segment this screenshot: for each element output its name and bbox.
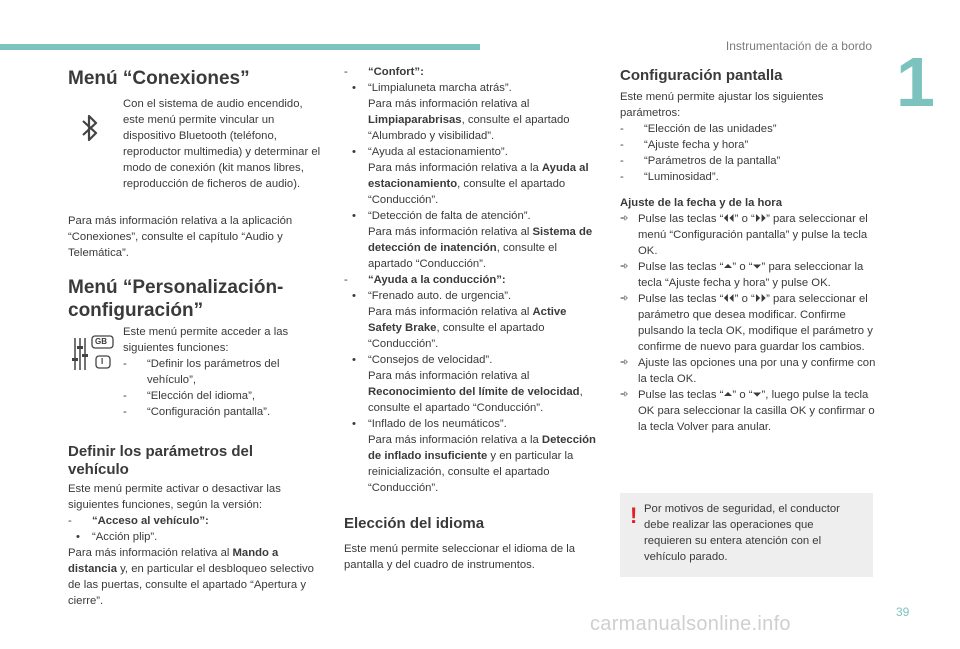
confort-item-more: Para más información relativa al Limpiaparabrisas, consulte el apartado “Alumbrado y visibilidad”. <box>368 98 570 142</box>
ajuste-step: ➾ Pulse las teclas “⏴⏴” o “⏵⏵” para seleccionar el menú “Configuración pantalla” y pulse la tecla OK. <box>620 213 868 257</box>
watermark: carmanualsonline.info <box>590 613 791 635</box>
personalizacion-block <box>123 324 323 420</box>
definir-title: Definir los parámetros del vehículo <box>68 443 254 478</box>
personalizacion-item: - “Definir los parámetros del vehículo”, <box>123 358 280 386</box>
right-column <box>620 67 876 435</box>
acceso-item: • “Acción plip”. <box>76 531 158 543</box>
idioma-text: Este menú permite seleccionar el idioma de la pantalla y del cuadro de instrumentos. <box>344 543 576 571</box>
configuracion-item: - “Ajuste fecha y hora” <box>620 139 749 151</box>
confort-item: • “Ayuda al estacionamiento”. <box>352 146 508 158</box>
chapter-number <box>894 43 935 121</box>
ajuste-step: ➾ Pulse las teclas “⏶” o “⏷” para seleccionar la tecla “Ajuste fecha y hora” y pulse OK. <box>620 261 864 289</box>
i-label: I <box>101 357 104 366</box>
definir-block <box>68 481 323 609</box>
configuracion-intro: Este menú permite ajustar los siguientes parámetros: <box>620 91 824 119</box>
header-accent-bar <box>0 44 480 50</box>
section-header: Instrumentación de a bordo <box>725 39 872 53</box>
arrow-icon: ➾ <box>620 389 629 400</box>
idioma-title: Elección del idioma <box>344 515 485 532</box>
acceso-row: - “Acceso al vehículo”: <box>68 515 209 527</box>
personalizacion-title-line2: configuración” <box>68 300 204 321</box>
personalizacion-item: - “Elección del idioma”, <box>123 390 255 402</box>
chapter-digit: 1 <box>896 43 935 121</box>
ajuste-step: ➾ Ajuste las opciones una por una y confirme con la tecla OK. <box>620 357 876 385</box>
personalizacion-title-line1: Menú “Personalización- <box>68 277 284 298</box>
configuracion-title: Configuración pantalla <box>620 67 783 84</box>
gb-label: GB <box>95 337 107 346</box>
arrow-icon: ➾ <box>620 213 629 224</box>
ayuda-item: • “Inflado de los neumáticos”. <box>352 418 507 430</box>
ayuda-item-more: Para más información relativa a la Detección de inflado insuficiente y en particular la reinicialización, consulte el apartado “Conducción”. <box>368 434 596 494</box>
definir-text: Este menú permite activar o desactivar las siguientes funciones, según la versión: <box>68 483 281 511</box>
confort-item-more: Para más información relativa al Sistema de detección de inatención, consulte el apartado “Conducción”. <box>368 226 593 270</box>
confort-item: • “Limpialuneta marcha atrás”. <box>352 82 512 94</box>
ajuste-step: ➾ Pulse las teclas “⏶” o “⏷”, luego pulse la tecla OK para seleccionar la casilla OK y confirmar o la tecla Volver para anular. <box>620 389 875 433</box>
ayuda-item-more: Para más información relativa al Active Safety Brake, consulte el apartado “Conducción”. <box>368 306 567 350</box>
personalizacion-item: - “Configuración pantalla”. <box>123 406 271 418</box>
ajuste-step: ➾ Pulse las teclas “⏴⏴” o “⏵⏵” para seleccionar el parámetro que desea modificar. Confirme pulsando la tecla OK, modifique el parámetro y confirme de nuevo para guardar los cambios. <box>620 293 873 353</box>
ayuda-item: • “Frenado auto. de urgencia”. <box>352 290 512 302</box>
conexiones-description: Con el sistema de audio encendido, este menú permite vincular un dispositivo Bluetooth (teléfono, reproductor multimedia) y determinar el modo de conexión (kit manos libres, reproducción de ficheros de audio). <box>123 98 321 190</box>
warning-text: Por motivos de seguridad, el conductor debe realizar las operaciones que requieren su entera atención con el vehículo parado. <box>644 503 840 563</box>
acceso-more: Para más información relativa al Mando a distancia y, en particular el desbloqueo selectivo de las puertas, consulte el apartado “Apertura y cierre”. <box>68 547 314 607</box>
personalizacion-intro: Este menú permite acceder a las siguientes funciones: <box>123 326 289 354</box>
warning-box <box>620 493 873 577</box>
confort-item: • “Detección de falta de atención”. <box>352 210 531 222</box>
warning-icon: ! <box>630 503 638 528</box>
ayuda-item: • “Consejos de velocidad”. <box>352 354 493 366</box>
confort-row: - “Confort”: <box>344 66 424 78</box>
ayuda-row: - “Ayuda a la conducción”: <box>344 274 506 286</box>
configuracion-item: - “Luminosidad”. <box>620 171 719 183</box>
middle-column <box>344 64 600 496</box>
configuracion-item: - “Parámetros de la pantalla” <box>620 155 781 167</box>
settings-gb-icon <box>72 334 116 374</box>
sliders-icon <box>72 334 116 374</box>
bluetooth-icon <box>80 112 100 144</box>
arrow-icon: ➾ <box>620 261 629 272</box>
ajuste-title: Ajuste de la fecha y de la hora <box>620 197 782 209</box>
personalizacion-title <box>68 276 283 322</box>
arrow-icon: ➾ <box>620 293 629 304</box>
conexiones-more: Para más información relativa a la aplicación “Conexiones”, consulte el capítulo “Audio y Telemática”. <box>68 215 293 259</box>
page-number: 39 <box>896 605 910 619</box>
configuracion-item: - “Elección de las unidades” <box>620 123 777 135</box>
conexiones-title: Menú “Conexiones” <box>68 68 250 89</box>
arrow-icon: ➾ <box>620 357 629 368</box>
confort-item-more: Para más información relativa a la Ayuda al estacionamiento, consulte el apartado “Conducción”. <box>368 162 589 206</box>
ayuda-item-more: Para más información relativa al Reconocimiento del límite de velocidad, consulte el apartado “Conducción”. <box>368 370 583 414</box>
